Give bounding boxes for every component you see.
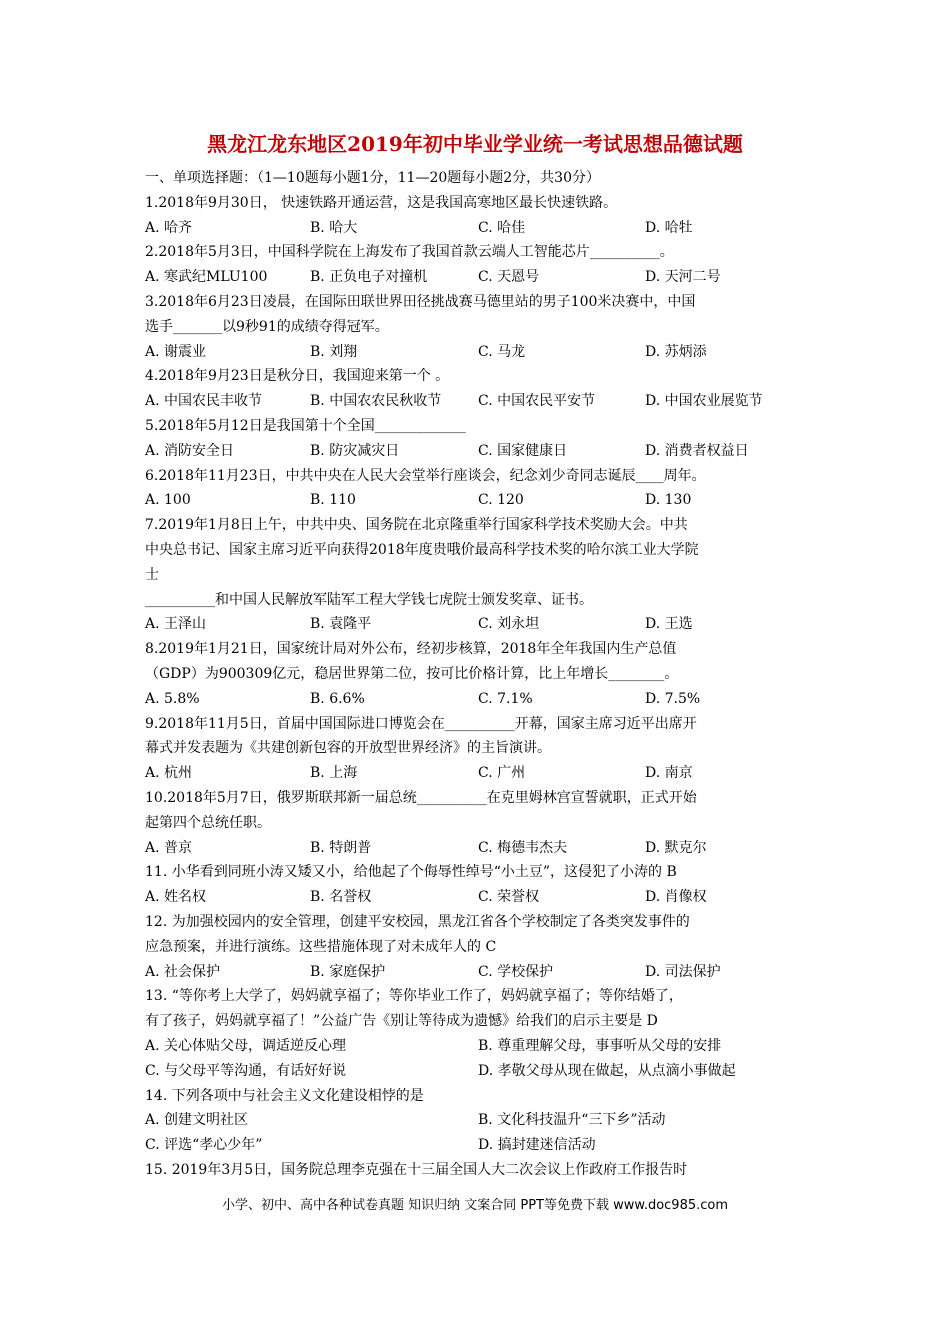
answer-option: B. 文化科技温升“三下乡”活动	[478, 1112, 666, 1129]
answer-option: B. 家庭保护	[310, 963, 386, 980]
answer-option: C. 学校保护	[478, 963, 554, 980]
question-text: 2.2018年5月3日，中国科学院在上海发布了我国首款云端人工智能芯片__________。	[145, 244, 674, 261]
option-row	[145, 488, 815, 513]
answer-option: D. 司法保护	[645, 963, 721, 980]
question-text: 5.2018年5月12日是我国第十个全国_____________	[145, 418, 466, 434]
question-text: 起第四个总统任职。	[145, 814, 271, 831]
question-text: 选手_______以9秒91的成绩夺得冠军。	[145, 318, 389, 335]
option-row	[145, 216, 815, 241]
answer-option: C. 评选“孝心少年”	[145, 1137, 263, 1154]
answer-option: A. 杭州	[145, 765, 193, 782]
option-row	[145, 389, 815, 414]
question-text: 中央总书记、国家主席习近平向获得2018年度贵哦价最高科学技术奖的哈尔滨工业大学院	[145, 542, 699, 558]
answer-option: A. 关心体贴父母，调适逆反心理	[145, 1038, 347, 1054]
answer-option: D. 孝敬父母从现在做起，从点滴小事做起	[478, 1062, 736, 1079]
answer-option: B. 上海	[310, 765, 358, 782]
option-row	[145, 340, 815, 365]
answer-option: A. 王泽山	[145, 616, 207, 633]
option-row	[145, 1059, 815, 1084]
option-row	[145, 836, 815, 861]
option-row	[145, 1034, 815, 1059]
answer-option: A. 普京	[145, 839, 193, 856]
answer-option: A. 姓名权	[145, 889, 207, 906]
question-text: 15. 2019年3月5日，国务院总理李克强在十三届全国人大二次会议上作政府工作报告时	[145, 1162, 688, 1178]
answer-option: C. 与父母平等沟通，有话好好说	[145, 1062, 347, 1079]
answer-option: D. 肖像权	[645, 889, 707, 906]
answer-option: A. 谢震业	[145, 343, 207, 360]
question-text: 11. 小华看到同班小涛又矮又小，给他起了个侮辱性绰号“小土豆”，这侵犯了小涛的 B	[145, 864, 677, 881]
question-text: 6.2018年11月23日，中共中央在人民大会堂举行座谈会，纪念刘少奇同志诞辰____周年。	[145, 467, 706, 484]
answer-option: A. 创建文明社区	[145, 1112, 249, 1129]
answer-option: C. 梅德韦杰夫	[478, 839, 568, 856]
question-text: 士	[145, 566, 159, 583]
answer-option: A. 哈齐	[145, 219, 193, 236]
option-row	[145, 960, 815, 985]
option-row	[145, 612, 815, 637]
answer-option: C. 马龙	[478, 343, 526, 360]
answer-option: B. 110	[310, 492, 356, 509]
answer-option: C. 120	[478, 492, 524, 509]
answer-option: C. 哈佳	[478, 219, 526, 236]
answer-option: B. 正负电子对撞机	[310, 269, 428, 286]
page-footer: 小学、初中、高中各种试卷真题 知识归纳 文案合同 PPT等免费下载 www.doc985.com	[221, 1198, 729, 1213]
answer-option: A. 消防安全日	[145, 442, 235, 459]
section-heading: 一、单项选择题：（1—10题每小题1分，11—20题每小题2分，共30分）	[145, 170, 600, 186]
answer-option: D. 王选	[645, 616, 693, 633]
answer-option: D. 哈牡	[645, 219, 693, 236]
question-text: 12. 为加强校园内的安全管理，创建平安校园，黑龙江省各个学校制定了各类突发事件的	[145, 914, 690, 930]
question-text: 应急预案，并进行演练。这些措施体现了对未成年人的 C	[145, 938, 497, 955]
answer-option: D. 天河二号	[645, 269, 721, 286]
answer-option: B. 防灾减灾日	[310, 442, 400, 459]
page-title: 黑龙江龙东地区2019年初中毕业学业统一考试思想品德试题	[207, 132, 743, 156]
answer-option: D. 消费者权益日	[645, 442, 749, 459]
question-text: 9.2018年11月5日，首届中国国际进口博览会在__________开幕，国家主席习近平出席开	[145, 715, 697, 732]
answer-option: A. 社会保护	[145, 963, 221, 980]
answer-option: C. 7.1%	[478, 690, 533, 707]
question-text: 有了孩子，妈妈就享福了！”公益广告《别让等待成为遗憾》给我们的启示主要是 D	[145, 1013, 658, 1030]
answer-option: A. 5.8%	[145, 690, 200, 707]
question-text: 1.2018年9月30日， 快速铁路开通运营，这是我国高寒地区最长快速铁路。	[145, 194, 618, 211]
answer-option: B. 尊重理解父母，事事听从父母的安排	[478, 1038, 722, 1054]
question-text: （GDP）为900309亿元，稳居世界第二位，按可比价格计算，比上年增长________。	[145, 666, 679, 682]
question-text: 幕式并发表题为《共建创新包容的开放型世界经济》的主旨演讲。	[145, 740, 551, 757]
answer-option: D. 苏炳添	[645, 343, 707, 360]
answer-option: B. 刘翔	[310, 343, 358, 360]
option-row	[145, 687, 815, 712]
answer-option: D. 南京	[645, 765, 693, 782]
question-text: 8.2019年1月21日，国家统计局对外公布，经初步核算，2018年全年我国内生产总值	[145, 641, 677, 658]
question-text: 3.2018年6月23日凌晨，在国际田联世界田径挑战赛马德里站的男子100米决赛中，中国	[145, 294, 696, 310]
answer-option: A. 寒武纪MLU100	[145, 269, 268, 286]
answer-option: D. 默克尔	[645, 839, 707, 856]
option-row	[145, 265, 815, 290]
option-row	[145, 1133, 815, 1158]
question-text: 13. “等你考上大学了，妈妈就享福了；等你毕业工作了，妈妈就享福了；等你结婚了，	[145, 988, 683, 1005]
answer-option: B. 袁隆平	[310, 616, 372, 633]
answer-option: C. 国家健康日	[478, 442, 568, 459]
answer-option: A. 100	[145, 492, 191, 509]
question-text: 7.2019年1月8日上午，中共中央、国务院在北京隆重举行国家科学技术奖励大会。中共	[145, 517, 688, 534]
option-row	[145, 1108, 815, 1133]
option-row	[145, 761, 815, 786]
answer-option: C. 广州	[478, 765, 526, 782]
answer-option: B. 特朗普	[310, 839, 372, 856]
answer-option: D. 130	[645, 492, 692, 509]
answer-option: A. 中国农民丰收节	[145, 393, 263, 410]
answer-option: B. 名誉权	[310, 889, 372, 906]
question-text: 10.2018年5月7日，俄罗斯联邦新一届总统__________在克里姆林宫宣誓就职，正式开始	[145, 790, 697, 806]
answer-option: C. 荣誉权	[478, 889, 540, 906]
option-row	[145, 885, 815, 910]
answer-option: C. 中国农民平安节	[478, 393, 596, 410]
answer-option: B. 中国农农民秋收节	[310, 393, 442, 410]
question-text: 14. 下列各项中与社会主义文化建设相悖的是	[145, 1087, 424, 1104]
option-row	[145, 439, 815, 464]
answer-option: C. 天恩号	[478, 269, 540, 286]
answer-option: B. 哈大	[310, 219, 358, 236]
question-text: __________和中国人民解放军陆军工程大学钱七虎院士颁发奖章、证书。	[145, 591, 593, 608]
answer-option: D. 搞封建迷信活动	[478, 1137, 596, 1154]
answer-option: C. 刘永坦	[478, 616, 540, 633]
answer-option: B. 6.6%	[310, 690, 365, 707]
answer-option: D. 中国农业展览节	[645, 393, 763, 410]
question-text: 4.2018年9月23日是秋分日，我国迎来第一个 。	[145, 368, 450, 385]
answer-option: D. 7.5%	[645, 690, 701, 707]
